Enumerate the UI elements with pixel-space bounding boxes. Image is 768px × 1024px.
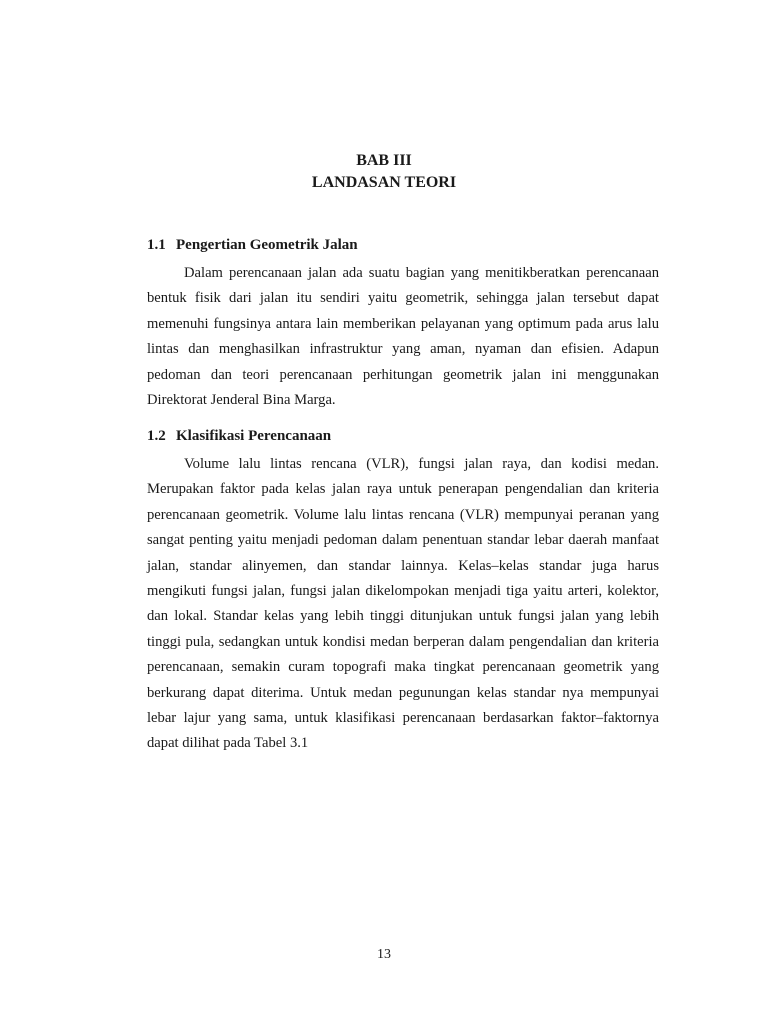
chapter-title: LANDASAN TEORI xyxy=(311,174,457,191)
section-pengertian-geometrik-jalan xyxy=(147,235,659,413)
section-paragraph: Dalam perencanaan jalan ada suatu bagian yang menitikberatkan perencanaan bentuk fisik dari jalan itu sendiri yaitu geometrik, sehingga jalan tersebut dapat memenuhi fungsinya antara lain memberikan pelayanan yang optimum pada arus lalu lintas dan menghasilkan infrastruktur yang aman, nyaman dan efisien. Adapun pedoman dan teori perencanaan perhitungan geometrik jalan ini menggunakan Direktorat Jenderal Bina Marga. xyxy=(147,265,659,409)
section-heading xyxy=(147,235,659,255)
section-number: 1.1 xyxy=(147,237,166,253)
section-paragraph: Volume lalu lintas rencana (VLR), fungsi jalan raya, dan kodisi medan. Merupakan faktor pada kelas jalan raya untuk penerapan pengendalian dan kriteria perencanaan geometrik. Volume lalu lintas rencana (VLR) mempunyai peranan yang sangat penting yaitu menjadi pedoman dalam penentuan standar lebar daerah manfaat jalan, standar alinyemen, dan standar lainnya. Kelas–kelas standar juga harus mengikuti fungsi jalan, fungsi jalan dikelompokan menjadi tiga yaitu arteri, kolektor, dan lokal. Standar kelas yang lebih tinggi ditunjukan untuk fungsi jalan yang lebih tinggi pula, sedangkan untuk kondisi medan berperan dalam pengendalian dan kriteria perencanaan, semakin curam topografi maka tingkat perencanaan geometrik yang berkurang dapat diterima. Untuk medan pegunungan kelas standar nya mempunyai lebar lajur yang sama, untuk klasifikasi perencanaan berdasarkan faktor–faktornya dapat dilihat pada Tabel 3.1 xyxy=(147,456,659,752)
section-title: Pengertian Geometrik Jalan xyxy=(176,237,358,253)
chapter-number: BAB III xyxy=(356,152,412,169)
section-klasifikasi-perencanaan xyxy=(147,426,659,757)
page-number: 13 xyxy=(377,947,391,962)
section-number: 1.2 xyxy=(147,428,166,444)
section-heading xyxy=(147,426,659,446)
section-title: Klasifikasi Perencanaan xyxy=(176,428,332,444)
